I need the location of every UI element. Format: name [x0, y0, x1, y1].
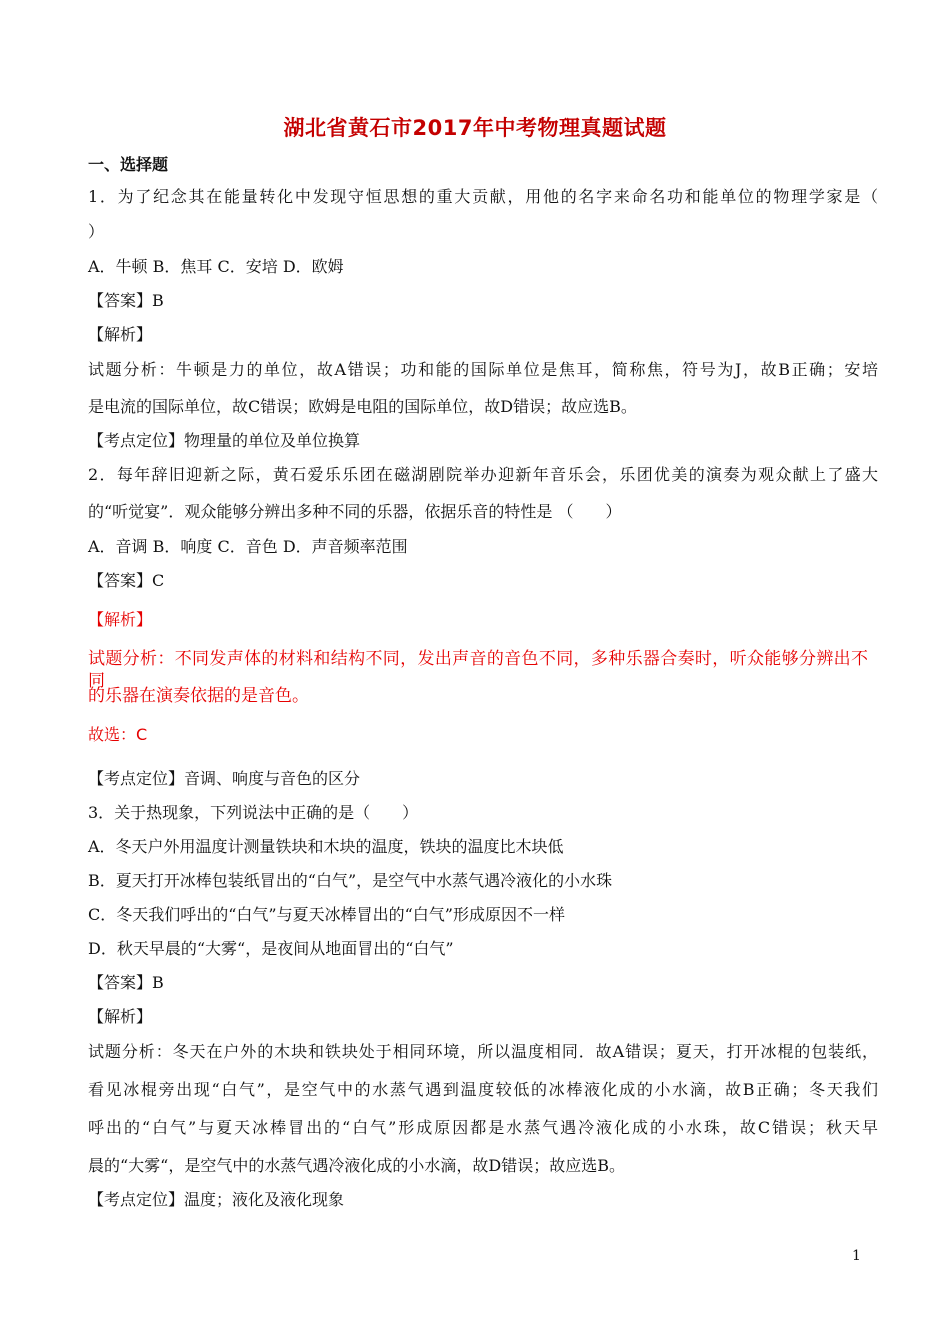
section-heading: 一、选择题: [88, 155, 169, 174]
q1-answer: 【答案】B: [88, 291, 164, 310]
q3-option-b: B．夏天打开冰棒包装纸冒出的“白气”，是空气中水蒸气遇冷液化的小水珠: [88, 871, 613, 890]
q2-analysis-line1: 试题分析：不同发声体的材料和结构不同，发出声音的音色不同，多种乐器合奏时，听众能够分辨出不同: [88, 649, 868, 691]
q2-stem-line1: 2．每年辞旧迎新之际，黄石爱乐乐团在磁湖剧院举办迎新年音乐会，乐团优美的演奏为观众献上了盛大: [88, 465, 878, 484]
q3-option-c: C．冬天我们呼出的“白气”与夏天冰棒冒出的“白气”形成原因不一样: [88, 905, 565, 924]
q3-analysis-line2: 看见冰棍旁出现“白气”，是空气中的水蒸气遇到温度较低的冰棒液化成的小水滴，故B正确；冬天我们: [88, 1080, 878, 1099]
q3-key-point: 【考点定位】温度；液化及液化现象: [88, 1190, 345, 1209]
q3-stem: 3．关于热现象，下列说法中正确的是（ ）: [88, 803, 419, 822]
q1-analysis-line2: 是电流的国际单位，故C错误；欧姆是电阻的国际单位，故D错误；故应选B。: [88, 397, 637, 416]
q3-option-d: D．秋天早晨的“大雾“，是夜间从地面冒出的“白气”: [88, 939, 454, 958]
q2-stem-line2: 的“听觉宴”．观众能够分辨出多种不同的乐器，依据乐音的特性是 （ ）: [88, 502, 622, 521]
q2-key-point: 【考点定位】音调、响度与音色的区分: [88, 769, 361, 788]
q3-analysis-line3: 呼出的“白气”与夏天冰棒冒出的“白气”形成原因都是水蒸气遇冷液化成的小水珠，故C错误；秋天早: [88, 1118, 878, 1137]
q2-analysis-label: 【解析】: [88, 610, 153, 629]
q2-options: A．音调 B．响度 C．音色 D．声音频率范围: [88, 537, 408, 556]
q1-analysis-label: 【解析】: [88, 325, 153, 344]
q1-key-point: 【考点定位】物理量的单位及单位换算: [88, 431, 361, 450]
q1-stem-line2: ）: [88, 222, 105, 241]
page-title: 湖北省黄石市2017年中考物理真题试题: [283, 116, 667, 140]
q3-answer: 【答案】B: [88, 973, 164, 992]
page-number: 1: [852, 1248, 861, 1264]
q3-analysis-line1: 试题分析：冬天在户外的木块和铁块处于相同环境，所以温度相同．故A错误；夏天，打开冰棍的包装纸，: [88, 1042, 878, 1061]
q2-conclusion: 故选：C: [88, 725, 148, 744]
q3-option-a: A．冬天户外用温度计测量铁块和木块的温度，铁块的温度比木块低: [88, 837, 564, 856]
q3-analysis-line4: 晨的“大雾“，是空气中的水蒸气遇冷液化成的小水滴，故D错误；故应选B。: [88, 1156, 625, 1175]
q1-analysis-line1: 试题分析：牛顿是力的单位，故A错误；功和能的国际单位是焦耳，简称焦，符号为J，故B正确；安培: [88, 360, 878, 379]
q2-answer: 【答案】C: [88, 571, 165, 590]
q3-analysis-label: 【解析】: [88, 1007, 153, 1026]
q1-options: A．牛顿 B．焦耳 C．安培 D．欧姆: [88, 257, 344, 276]
q2-analysis-line2: 的乐器在演奏依据的是音色。: [88, 686, 309, 706]
q1-stem-line1: 1．为了纪念其在能量转化中发现守恒思想的重大贡献，用他的名字来命名功和能单位的物理学家是（: [88, 187, 878, 206]
